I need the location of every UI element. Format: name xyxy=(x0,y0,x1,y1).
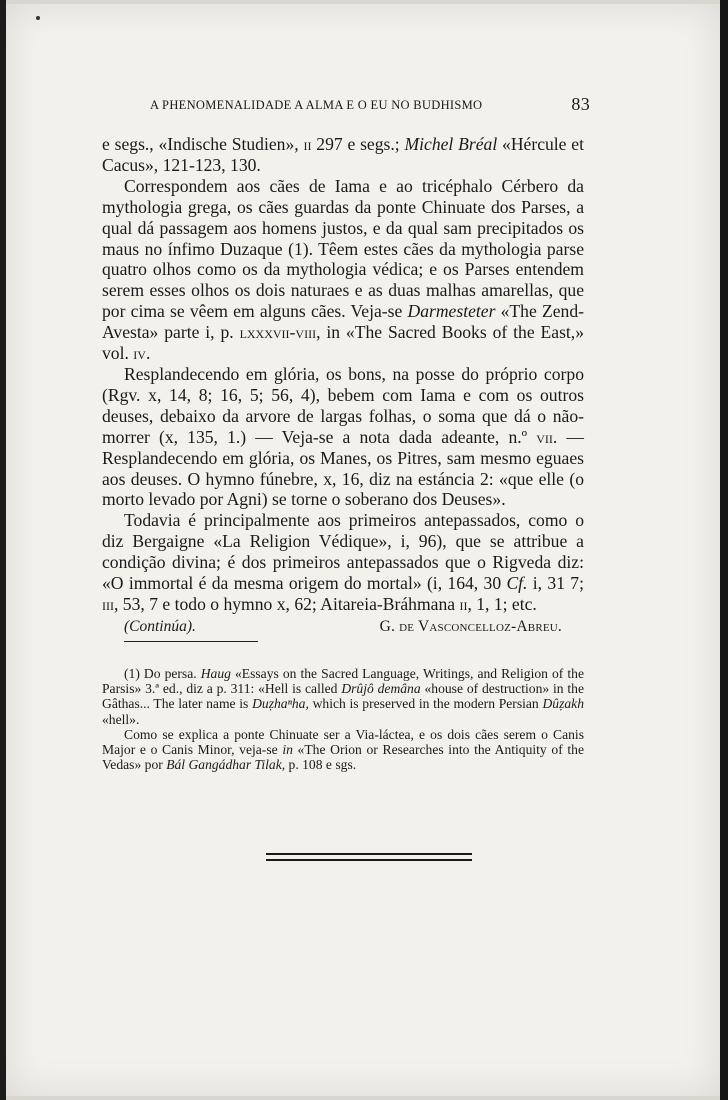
p2-text-d: lxxxvii-viii xyxy=(239,322,317,343)
fn1-text-a: (1) Do persa. xyxy=(124,666,201,681)
end-rule-top xyxy=(266,853,472,855)
p4-text-g: , 1, 1; etc. xyxy=(467,593,537,614)
p4-text-e: , 53, 7 e todo o hymno x, 62; Aitareia-Bráhmana xyxy=(114,593,460,614)
footnotes xyxy=(102,666,584,772)
p4-text-c: i, 31 7; xyxy=(527,573,584,594)
footnote-divider xyxy=(124,641,258,642)
end-rule-bottom xyxy=(266,859,472,861)
p4-text-a: Todavia é principalmente aos primeiros antepassados, como o diz Bergaigne «La Religion Védique», i, 96), que se attribue a condição divina; é dos primeiros antepassados que o Rigveda diz: «O immortal é da mesma origem do mortal» (i, 164, 30 xyxy=(102,510,584,594)
fn1-text-i: «hell». xyxy=(102,711,140,727)
page-number: 83 xyxy=(571,94,590,114)
fn1-text-c: «Essays on the Sacred Language, Writings, and Religion of the Parsis» 3.ª ed., diz a p. 311: «Hell is called xyxy=(102,666,584,697)
fn2-text-a: Como se explica a ponte Chinuate ser a Via-láctea, e os dois cães serem o Canis Major e o Canis Minor, veja-se xyxy=(102,726,584,758)
p1-text-c: 297 e segs.; xyxy=(311,134,405,154)
paragraph-1 xyxy=(102,134,584,176)
p4-text-cf: Cf. xyxy=(506,573,528,594)
fn2-author-tilak: Bál Gangádhar Tilak, xyxy=(166,757,286,773)
p2-text-e: , in «The Sacred Books of the East,» vol. xyxy=(102,322,585,364)
footnote-2 xyxy=(102,727,584,773)
fn2-text-in: in xyxy=(282,742,293,758)
p2-text-a: Correspondem aos cães de Iama e ao tricéphalo Cérbero da mythologia grega, os cães guardas da ponte Chinuate dos Parses, a qual dá passagem aos homens justos, e da qual sam precipitados os maus no ínfimo Duzaque (1). Têem estes cães da mythologia parse quatro olhos como os da mythologia védica; e os Parses entendem serem esses olhos os dois naturaes e as duas malhas amarellas, que por cima se vêem em alguns cães. Veja-se xyxy=(102,175,584,322)
continua-label: (Continúa). xyxy=(124,617,196,635)
p2-text-g: . xyxy=(145,343,151,364)
p2-text-f: iv xyxy=(133,343,146,364)
author-signature: G. de Vasconcelloz-Abreu. xyxy=(379,617,562,635)
p3-text-a: Resplandecendo em glória, os bons, na posse do próprio corpo (Rgv. x, 14, 8; 16, 5; 56, 4), bebem com Iama e com os outros deuses, debaixo da arvore de largas folhas, o soma que dá o não-morrer (x, 135, 1.) — Veja-se a nota dada adeante, n.º xyxy=(102,363,584,447)
footnote-1 xyxy=(102,666,584,727)
p2-text-c: «The Zend-Avesta» parte i, p. xyxy=(102,301,584,343)
paragraph-2 xyxy=(102,176,584,364)
fn2-text-e: p. 108 e sgs. xyxy=(285,757,357,773)
p1-text-b: ii xyxy=(303,134,312,154)
p4-text-f: ii xyxy=(459,593,468,614)
p1-author-breal: Michel Bréal xyxy=(404,134,498,154)
p3-text-c: . — Resplandecendo em glória, os Manes, os Pitres, sam mesmo eguaes aos deuses. O hymno fúnebre, x, 16, diz na estáncia 2: «que elle (o morto levado por Agni) se torne o soberano dos Deuses». xyxy=(102,426,585,510)
p1-text-e: «Hércule et Cacus», 121-123, 130. xyxy=(102,134,584,175)
paragraph-3 xyxy=(102,364,584,510)
p4-text-d: iii xyxy=(102,593,114,614)
p1-text-a: e segs., «Indische Studien», xyxy=(102,134,304,154)
fn1-term-drujo: Drûjô demâna xyxy=(341,681,421,697)
ink-speck xyxy=(36,16,40,20)
scan-edge-right xyxy=(720,0,728,1100)
body-text xyxy=(102,134,584,638)
p3-text-b: vii xyxy=(536,426,553,447)
fn1-term-duzhanha: Duẓhaⁿha, xyxy=(252,696,309,712)
fn1-text-e: «house of destruction» in the Gâthas... The later name is xyxy=(102,681,584,712)
book-page xyxy=(6,4,720,1096)
p2-author-darmesteter: Darmesteter xyxy=(407,301,496,322)
fn1-term-duzakh: Dûẓakh xyxy=(542,696,584,712)
fn1-author-haug: Haug xyxy=(200,666,231,681)
paragraph-4 xyxy=(102,510,584,615)
running-head-title: A PHENOMENALIDADE A ALMA E O EU NO BUDHISMO xyxy=(150,98,483,112)
fn1-text-g: which is preserved in the modern Persian xyxy=(308,696,543,712)
fn2-text-c: «The Orion or Researches into the Antiquity of the Vedas» por xyxy=(102,742,584,773)
signature-line xyxy=(102,617,584,638)
